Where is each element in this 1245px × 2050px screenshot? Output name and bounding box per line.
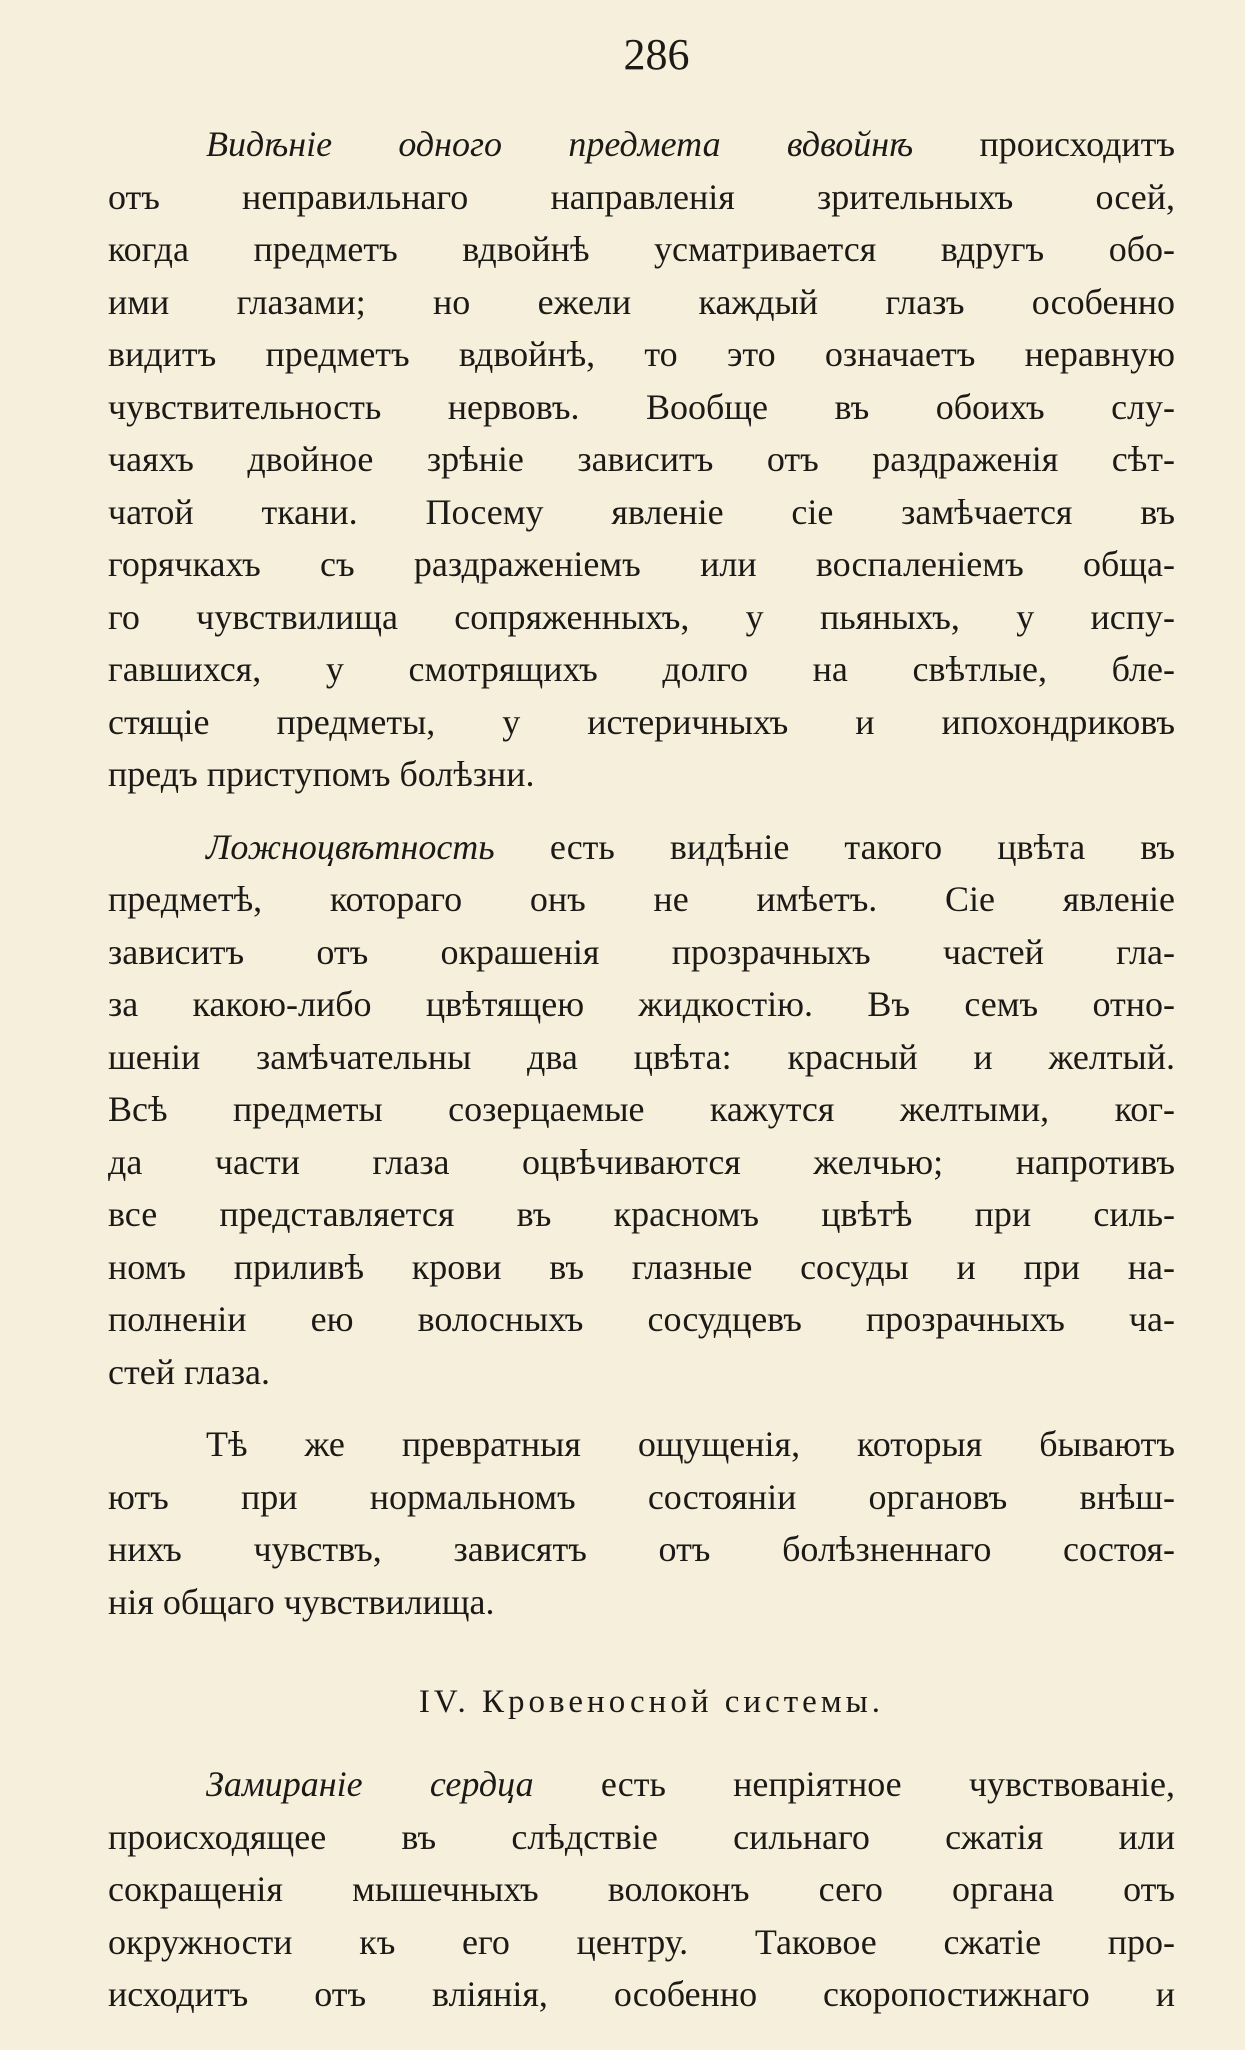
paragraph-line: когда предметъ вдвойнѣ усматривается вдругъ обо- [108,229,1175,269]
paragraph-line: окружности къ его центру. Таковое сжатіе про- [108,1921,1175,1962]
paragraph-line: да части глаза оцвѣчиваются желчью; напротивъ [108,1141,1175,1182]
paragraph-gap [108,801,1175,821]
paragraph-line: Тѣ же превратныя ощущенія, которыя бываютъ [206,1424,1175,1464]
paragraph-line: происходящее въ слѣдствіе сильнаго сжатія или [108,1816,1175,1857]
paragraph-line: Всѣ предметы созерцаемые кажутся желтыми, ког- [108,1089,1175,1129]
paragraph-line: предъ приступомъ болѣзни. [108,754,535,794]
paragraph-line: горячкахъ съ раздраженіемъ или воспаленіемъ обща- [108,544,1175,584]
paragraph-line: за какою-либо цвѣтящею жидкостію. Въ семъ отно- [108,984,1175,1024]
paragraph-false-color [108,821,1175,1399]
paragraph-line: зависитъ отъ окрашенія прозрачныхъ частей гла- [108,931,1175,972]
paragraph-line: номъ приливѣ крови въ глазные сосуды и при на- [108,1246,1175,1287]
paragraph-line: видитъ предметъ вдвойнѣ, то это означаетъ неравную [108,334,1175,374]
paragraph-line: отъ неправильнаго направленія зрительныхъ осей, [108,176,1175,217]
italic-term: Замираніе сердца [206,1764,534,1804]
section-heading: IV. Кровеносной системы. [418,1684,885,1720]
paragraph-line: исходитъ отъ вліянія, особенно скоропостижнаго и [108,1974,1175,2014]
heading-gap [108,1728,1175,1758]
paragraph-line: все представляется въ красномъ цвѣтѣ при силь- [108,1194,1175,1234]
paragraph-line: чатой ткани. Посему явленіе сіе замѣчается въ [108,491,1175,532]
paragraph-line: гавшихся, у смотрящихъ долго на свѣтлые, бле- [108,649,1175,689]
paragraph-line: стящіе предметы, у истеричныхъ и ипохондриковъ [108,701,1175,742]
paragraph-line: предметѣ, котораго онъ не имѣетъ. Сіе явленіе [108,879,1175,919]
paragraph-gap [108,1398,1175,1418]
paragraph-line: Замираніе сердца есть непріятное чувствованіе, [206,1764,1176,1804]
page-number: 286 [623,30,690,79]
paragraph-line: Ложноцвѣтность есть видѣніе такого цвѣта въ [206,826,1175,867]
paragraph-line: ютъ при нормальномъ состояніи органовъ внѣш- [108,1476,1175,1517]
italic-term: Ложноцвѣтность [206,826,495,867]
paragraph-line: чувствительность нервовъ. Вообще въ обоихъ слу- [108,386,1175,427]
page-body [108,118,1175,2021]
paragraph-line: Видѣніе одного предмета вдвойнѣ происходитъ [206,124,1176,164]
paragraph-line: го чувствилища сопряженныхъ, у пьяныхъ, у испу- [108,596,1175,637]
paragraph-line: ими глазами; но ежели каждый глазъ особенно [108,281,1175,322]
paragraph-heart-sinking [108,1758,1175,2021]
paragraph-line: нихъ чувствъ, зависятъ отъ болѣзненнаго состоя- [108,1529,1175,1569]
paragraph-line: нія общаго чувствилища. [108,1581,495,1622]
paragraph-line: полненіи ею волосныхъ сосудцевъ прозрачныхъ ча- [108,1299,1175,1339]
paragraph-double-vision [108,118,1175,801]
paragraph-line: сокращенія мышечныхъ волоконъ сего органа отъ [108,1869,1175,1909]
heading-gap [108,1628,1175,1676]
paragraph-line: шеніи замѣчательны два цвѣта: красный и желтый. [108,1036,1175,1077]
paragraph-perverted-sensations [108,1418,1175,1628]
italic-term: Видѣніе одного предмета вдвойнѣ [206,124,914,164]
paragraph-line: стей глаза. [108,1351,271,1392]
paragraph-line: чаяхъ двойное зрѣніе зависитъ отъ раздраженія сѣт- [108,439,1175,479]
